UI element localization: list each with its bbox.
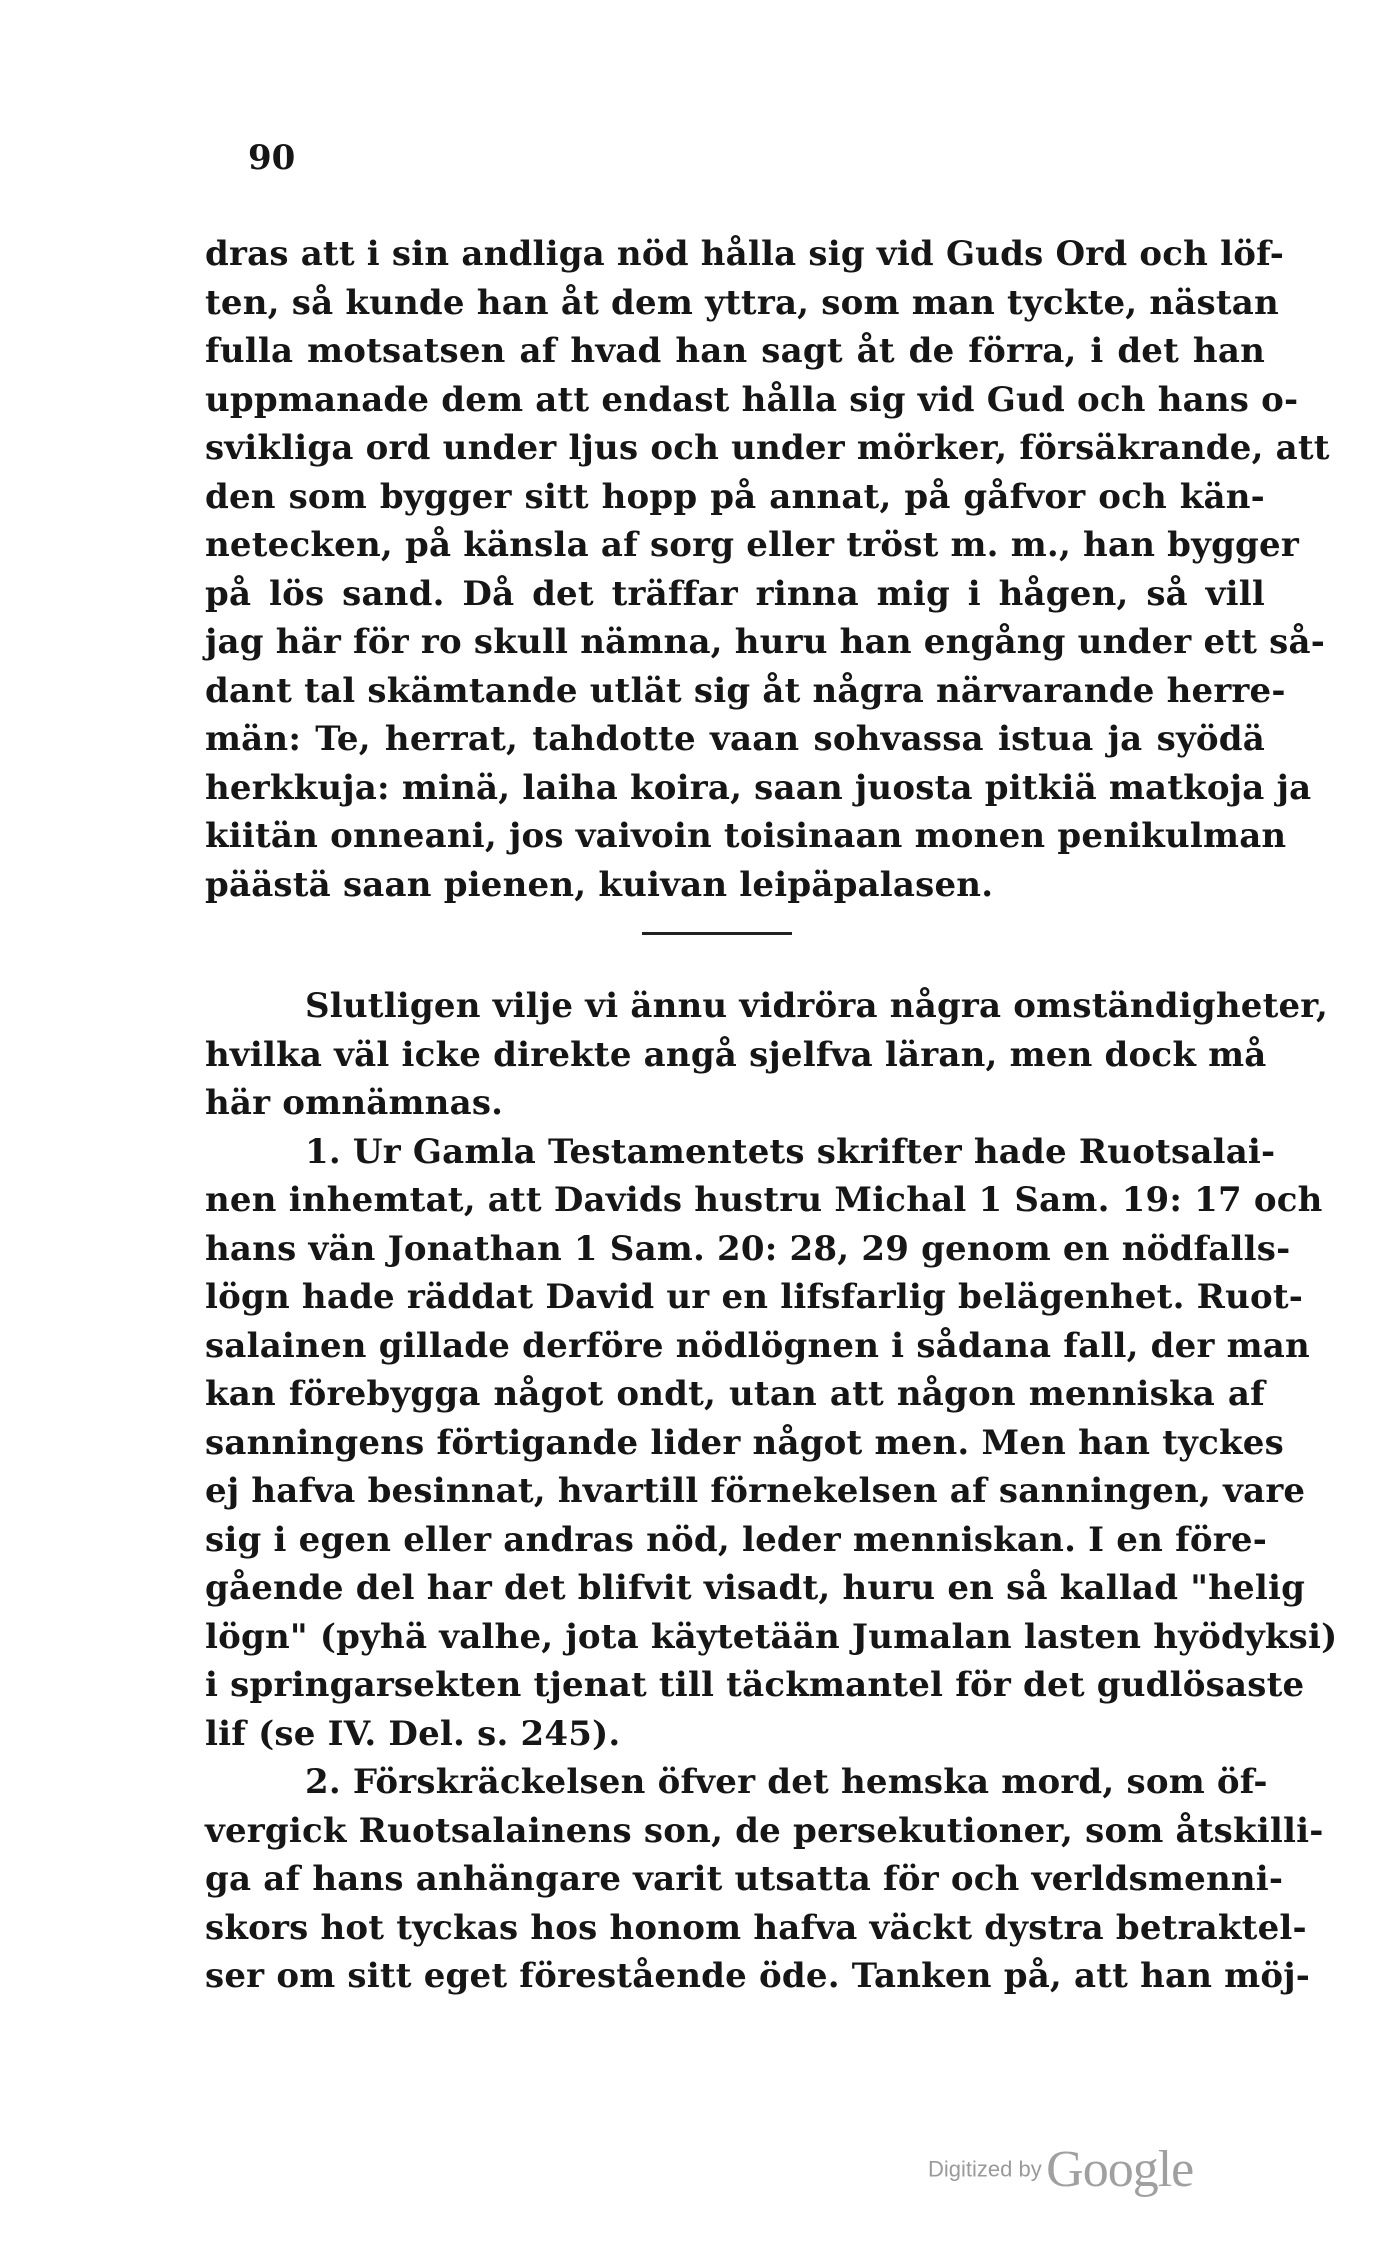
text-line: päästä saan pienen, kuivan leipäpalasen.: [205, 864, 994, 905]
text-line: hans vän Jonathan 1 Sam. 20: 28, 29 genom en nödfalls-: [205, 1228, 1291, 1269]
text-line: skors hot tyckas hos honom hafva väckt dystra betraktel-: [205, 1907, 1307, 1948]
section-divider: [642, 932, 792, 935]
text-line: dant tal skämtande utlät sig åt några närvarande herre-: [205, 670, 1286, 711]
text-line: ga af hans anhängare varit utsatta för och verldsmenni-: [205, 1859, 1284, 1899]
text-line: fulla motsatsen af hvad han sagt åt de förra, i det han: [205, 331, 1265, 371]
text-line: kiitän onneani, jos vaivoin toisinaan monen penikulman: [205, 816, 1287, 856]
text-line: män: Te, herrat, tahdotte vaan sohvassa istua ja syödä: [205, 719, 1265, 759]
text-line: nen inhemtat, att Davids hustru Michal 1 Sam. 19: 17 och: [205, 1180, 1323, 1220]
text-line: jag här för ro skull nämna, huru han engång under ett så-: [205, 622, 1326, 662]
text-line: sig i egen eller andras nöd, leder menniskan. I en före-: [205, 1519, 1268, 1560]
text-line: 2. Förskräckelsen öfver det hemska mord, som öf-: [305, 1762, 1268, 1802]
paragraph-1: [205, 230, 1330, 909]
text-line: här omnämnas.: [205, 1083, 504, 1123]
text-line: ser om sitt eget förestående öde. Tanken på, att han möj-: [205, 1956, 1311, 1996]
paragraph-2: [205, 982, 1338, 2001]
text-line: lif (se IV. Del. s. 245).: [205, 1713, 621, 1754]
text-line: ej hafva besinnat, hvartill förnekelsen af sanningen, vare: [205, 1471, 1306, 1511]
text-line: på lös sand. Då det träffar rinna mig i hågen, så vill: [205, 573, 1265, 614]
text-line: Slutligen vilje vi ännu vidröra några omständigheter,: [305, 986, 1328, 1026]
text-line: svikliga ord under ljus och under mörker, försäkrande, att: [205, 428, 1330, 468]
text-line: vergick Ruotsalainens son, de persekutioner, som åtskilli-: [205, 1810, 1324, 1851]
text-line: netecken, på känsla af sorg eller tröst m. m., han bygger: [205, 525, 1299, 565]
text-line: uppmanade dem att endast hålla sig vid Gud och hans o-: [205, 379, 1299, 420]
page-number: 90: [248, 138, 296, 178]
digitized-watermark: [928, 2140, 1193, 2199]
text-line: dras att i sin andliga nöd hålla sig vid Guds Ord och löf-: [205, 234, 1285, 274]
text-line: ten, så kunde han åt dem yttra, som man tyckte, nästan: [205, 282, 1279, 323]
text-line: gående del har det blifvit visadt, huru en så kallad "helig: [205, 1568, 1306, 1608]
watermark-prefix: Digitized by: [928, 2156, 1042, 2182]
text-line: den som bygger sitt hopp på annat, på gåfvor och kän-: [205, 476, 1265, 517]
text-line: i springarsekten tjenat till täckmantel för det gudlösaste: [205, 1665, 1305, 1705]
text-line: kan förebygga något ondt, utan att någon menniska af: [205, 1374, 1265, 1414]
text-line: lögn" (pyhä valhe, jota käytetään Jumalan lasten hyödyksi): [205, 1616, 1338, 1657]
text-line: lögn hade räddat David ur en lifsfarlig belägenhet. Ruot-: [205, 1277, 1304, 1317]
text-line: salainen gillade derföre nödlögnen i sådana fall, der man: [205, 1325, 1310, 1366]
text-line: sanningens förtigande lider något men. Men han tyckes: [205, 1422, 1284, 1463]
text-line: 1. Ur Gamla Testamentets skrifter hade Ruotsalai-: [305, 1131, 1276, 1172]
text-line: hvilka väl icke direkte angå sjelfva läran, men dock må: [205, 1034, 1267, 1075]
text-line: herkkuja: minä, laiha koira, saan juosta pitkiä matkoja ja: [205, 767, 1312, 808]
google-logo: Google: [1046, 2141, 1194, 2198]
